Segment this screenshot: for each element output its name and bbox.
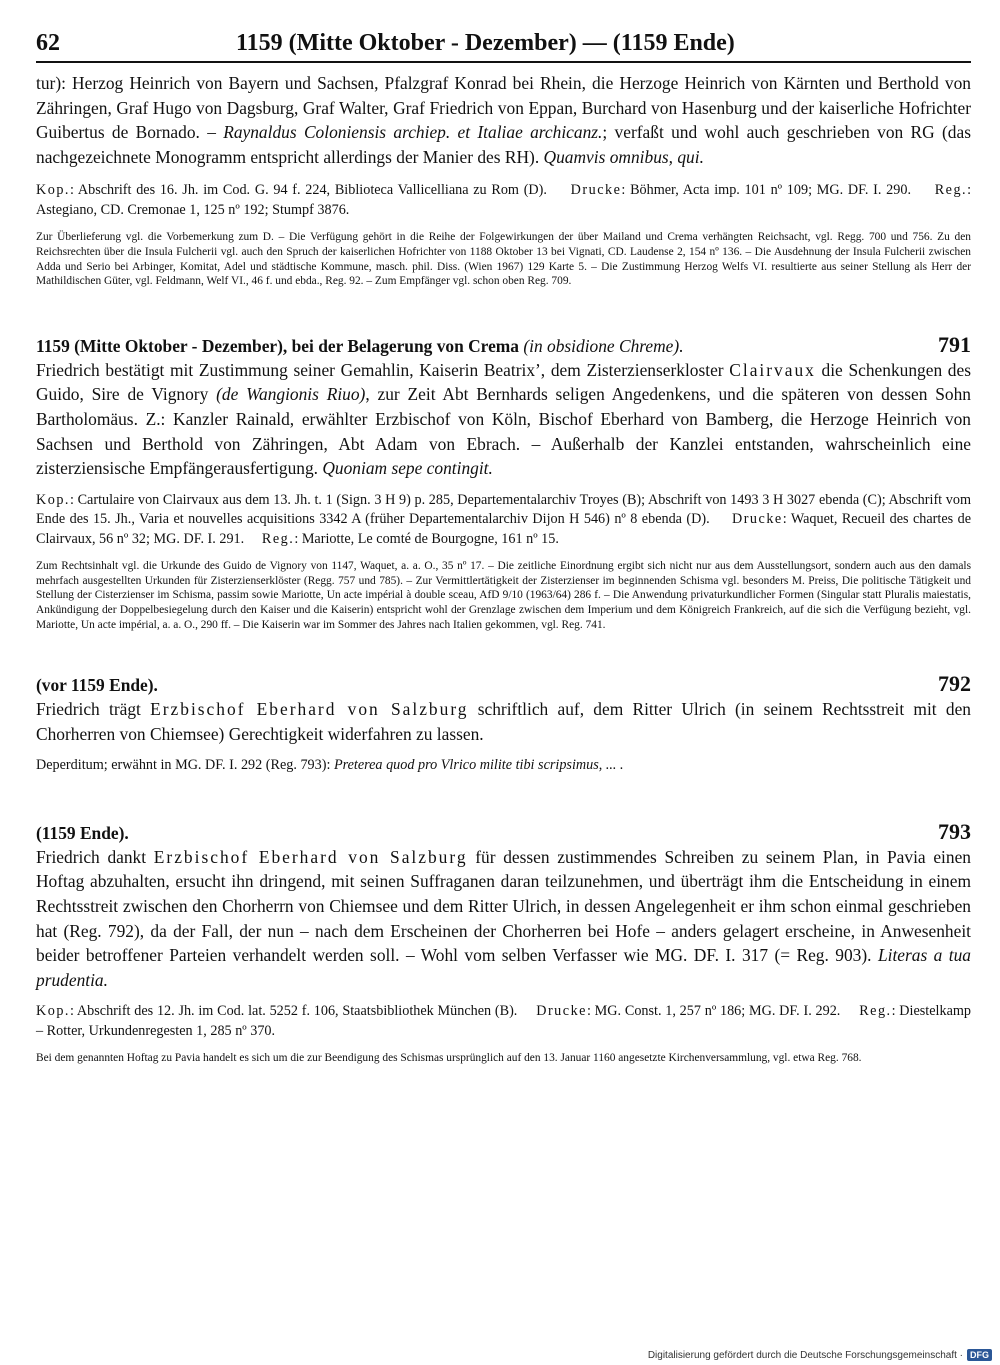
continuation-text-2: ; verfaßt und wohl auch geschrieben von RG (das nachgezeichnete Monogramm entspricht allerdings der Manier des RH). (36, 122, 971, 167)
continuation-sources (36, 181, 971, 220)
kop-text: : Abschrift des 12. Jh. im Cod. lat. 5252 f. 106, Staatsbibliothek München (B). (69, 1003, 518, 1020)
continuation-italic-1: Raynaldus Coloniensis archiep. et Italiae archicanz. (223, 122, 603, 143)
page-header (36, 30, 971, 63)
continuation-note: Zur Überlieferung vgl. die Vorbemerkung zum D. – Die Verfügung gehört in die Reihe der Folgewirkungen der über Mailand und Crema verhängten Reichsacht, vgl. Regg. 700 und 756. Zu den Reichsrechten über die Insula Fulcherii vgl. auch den Spruch der kaiserlichen Hofrichter von 1188 Oktober 13 bei Vignati, CD. Laudense 2, 154 nº 136. – Die Ausdehnung der Insula Fulcherii zwischen Adda und Serio bei Arbinger, Komitat, Adel und städtische Kommune, masch. phil. Diss. (Wien 1967) 129 Karte 5. – Die Zustimmung Herzog Welfs VI. resultierte aus seiner Stellung als Herr der Mathildischen Güter, vgl. Feldmann, Welf VI., 46 f. und ebda., Reg. 92. – Zum Empfänger vgl. schon oben Reg. 709. (36, 231, 971, 288)
reg-text: : Diestelkamp – Rotter, Urkundenregesten 1, 285 nº 370. (36, 1003, 972, 1039)
reg-text: : Astegiano, CD. Cremonae 1, 125 nº 192; Stumpf 3876. (36, 182, 972, 218)
entry-number: 793 (938, 818, 971, 844)
entry-date: (vor 1159 Ende). (36, 675, 158, 696)
entry-date: 1159 (Mitte Oktober - Dezember), bei der Belagerung von Crema (36, 335, 519, 356)
drucke-text: : MG. Const. 1, 257 nº 186; MG. DF. I. 292. (586, 1003, 841, 1020)
kop-label: Kop. (36, 1003, 70, 1020)
entry-header (36, 333, 971, 358)
regest-spaced: Clairvaux (729, 359, 816, 380)
regest-text-1: Friedrich dankt (36, 846, 154, 867)
entry-sources (36, 1002, 971, 1041)
drucke-text: : Böhmer, Acta imp. 101 nº 109; MG. DF. I. 290. (621, 182, 912, 199)
entry-regest (36, 697, 971, 746)
regest-text-1: Friedrich bestätigt mit Zustimmung seiner Gemahlin, Kaiserin Beatrix’, dem Zisterzienserkloster (36, 359, 730, 380)
kop-text: : Abschrift des 16. Jh. im Cod. G. 94 f. 224, Biblioteca Vallicelliana zu Rom (D). (69, 182, 547, 199)
entry-note: Bei dem genannten Hoftag zu Pavia handelt es sich um die zur Beendigung des Schismas ursprünglich auf den 13. Januar 1160 angesetzte Kirchenversammlung, vgl. etwa Reg. 768. (36, 1052, 862, 1065)
reg-label: Reg. (261, 530, 295, 547)
regest-text-1: Friedrich trägt (36, 699, 151, 720)
page-number: 62 (36, 30, 60, 56)
drucke-label: Drucke (536, 1003, 587, 1020)
entry-793 (36, 820, 971, 1066)
kop-text: : Cartulaire von Clairvaux aus dem 13. Jh. t. 1 (Sign. 3 H 9) p. 285, Departementalarchiv Troyes (B); Abschrift von 1493 3 H 3027 ebenda (C); Abschrift vom Ende des 15. Jh., Varia et nouvelles acquisitions 3342 A (früher Departementalarchiv Dijon H 546) nº 8 ebenda (D). (36, 491, 971, 528)
continuation-text-1: tur): Herzog Heinrich von Bayern und Sachsen, Pfalzgraf Konrad bei Rhein, die Herzoge Heinrich von Kärnten und Berthold von Zähringen, Graf Hugo von Dagsburg, Graf Walter, Graf Friedrich von Eppan, Burchard von Hasenburg und der kaiserliche Hofrichter Guibertus de Bornado. – (36, 73, 971, 143)
reg-label: Reg. (934, 182, 968, 199)
continuation-incipit: Quamvis omnibus, qui. (543, 146, 704, 167)
regest-text-2: für dessen zustimmendes Schreiben zu seinem Plan, in Pavia einen Hoftag abzuhalten, ersucht ihn dringend, mit seinen Suffraganen daran teilzunehmen, und überträgt ihm die Entscheidung in einem Rechtsstreit zwischen den Chorherrn von Chiemsee und dem Ritter Ulrich, in dessen Angelegenheit er ihm schon einmal geschrieben hat (Reg. 792), da der Fall, der nun – nach dem Erscheinen der Chorherren bei Hofe – anders gelagert erscheine, in Anwesenheit beider betroffener Parteien verhandelt werden soll. – Wohl vom selben Verfasser wie MG. DF. I. 317 (= Reg. 903). (36, 846, 971, 966)
kop-label: Kop. (36, 182, 70, 199)
entry-date: (1159 Ende). (36, 822, 129, 843)
entry-deperditum (36, 756, 971, 776)
regest-italic: (de Wangionis Riuo) (216, 384, 366, 405)
entry-sources (36, 491, 971, 550)
entry-header (36, 672, 971, 697)
regest-incipit: Literas a tua prudentia. (36, 945, 971, 990)
continuation-text (36, 71, 971, 169)
entry-place: (in obsidione Chreme). (523, 335, 684, 356)
regest-text-2: schriftlich auf, dem Ritter Ulrich (in seinem Rechtsstreit mit den Chorherren von Chiemsee) Gerechtigkeit widerfahren zu lassen. (36, 699, 971, 744)
footer (648, 1349, 992, 1361)
regest-text-2: die Schenkungen des Guido, Sire de Vignory (36, 359, 971, 405)
drucke-text: : Waquet, Recueil des chartes de Clairvaux, 56 nº 32; MG. DF. I. 291. (36, 511, 971, 547)
entry-number: 792 (938, 671, 971, 697)
entry-791 (36, 333, 971, 632)
reg-text: : Mariotte, Le comté de Bourgogne, 161 nº 15. (294, 530, 559, 547)
entry-regest (36, 358, 971, 481)
kop-label: Kop. (36, 491, 70, 508)
regest-text-3: , zur Zeit Abt Bernhards seligen Angedenkens, und die späteren von dessen Sohn Bartholomäus. Z.: Kanzler Rainald, erwählter Erzbischof von Köln, Bischof Eberhard von Bamberg, die Herzoge Heinrich von Sachsen und Berthold von Zähringen, Abt Adam von Ebrach. – Außerhalb der Kanzlei entstanden, wahrscheinlich eine zisterziensische Empfängerausfertigung. (36, 384, 971, 479)
entry-regest (36, 845, 971, 993)
dfg-logo-icon: DFG (967, 1349, 992, 1361)
running-title: 1159 (Mitte Oktober - Dezember) — (1159 Ende) (236, 30, 735, 56)
entry-792 (36, 672, 971, 776)
entry-header (36, 820, 971, 845)
footer-text: Digitalisierung gefördert durch die Deutsche Forschungsgemeinschaft · (647, 1349, 963, 1361)
entry-number: 791 (938, 331, 971, 357)
drucke-label: Drucke (731, 511, 783, 528)
entry-note: Zum Rechtsinhalt vgl. die Urkunde des Guido de Vignory von 1147, Waquet, a. a. O., 35 nº 17. – Die zeitliche Einordnung ergibt sich nicht nur aus dem Ausstellungsort, sondern auch aus den damals mehrfach ausgestellten Urkunden für Zisterzienserklöster (Regg. 757 und 785). – Zur Vermittlertätigkeit der Zisterzienser im beginnenden Schisma vgl. besonders M. Preiss, Die politische Tätigkeit und Stellung der Cisterzienser im Schisma, passim sowie Mariotte, Un acte impérial à double sceau, AfD 9/10 (1963/64) 286 f. – Die Anwendung privaturkundlicher Formen (Singular statt Pluralis maiestatis, Ankündigung der Doppelbesiegelung durch den Kaiser und die Kaiserin) entspricht wohl der Grenzlage zwischen dem Imperium und dem Königreich Frankreich, auf die sich die Verfügung bezieht, vgl. Mariotte, Un acte impérial, a. a. O., 290 ff. – Die Kaiserin war im Sommer des Jahres nach Italien gekommen, vgl. Reg. 741. (36, 560, 971, 631)
reg-label: Reg. (859, 1003, 892, 1020)
regest-spaced: Erzbischof Eberhard von Salzburg (150, 699, 469, 720)
drucke-label: Drucke (570, 182, 622, 199)
deperditum-text: Deperditum; erwähnt in MG. DF. I. 292 (Reg. 793): (36, 757, 334, 774)
page (36, 30, 971, 1066)
deperditum-quote: Preterea quod pro Vlrico milite tibi scripsimus, ... . (333, 757, 624, 774)
regest-spaced: Erzbischof Eberhard von Salzburg (153, 846, 468, 867)
regest-incipit: Quoniam sepe contingit. (322, 458, 493, 479)
